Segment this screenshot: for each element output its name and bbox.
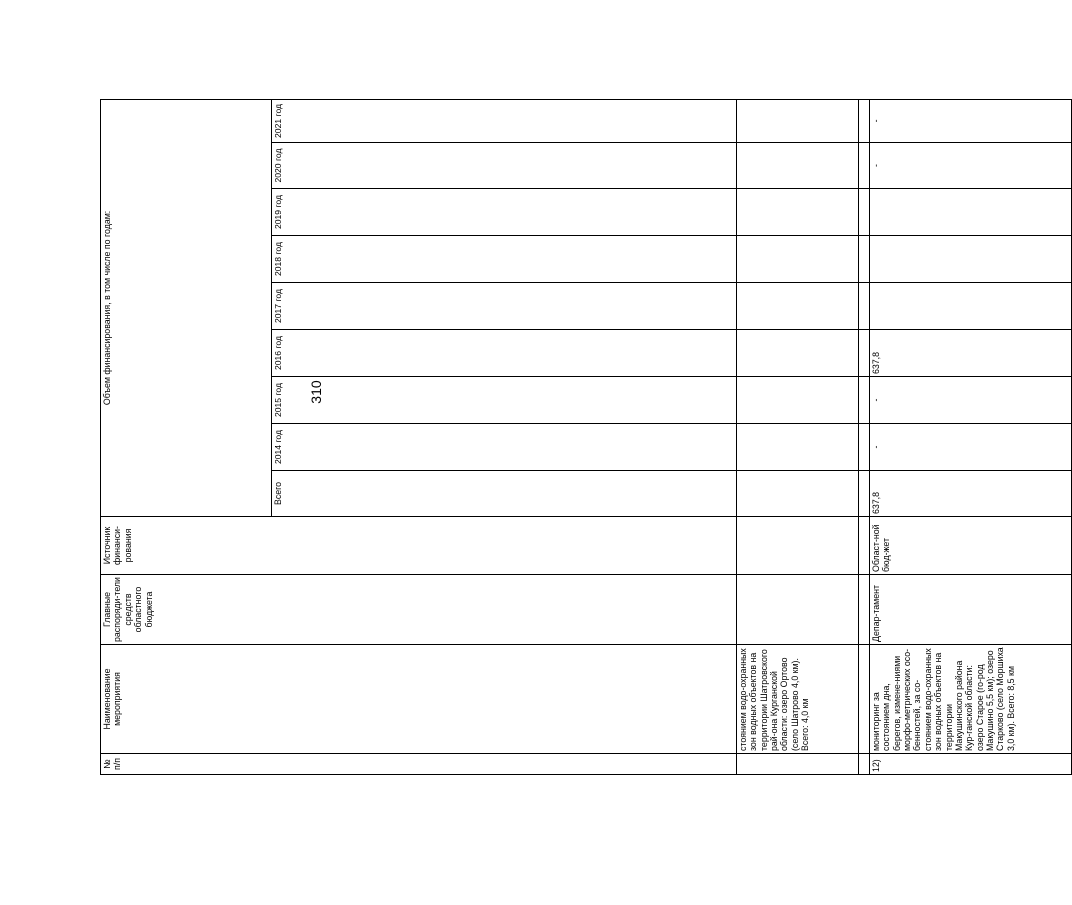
header-year-2020: 2020 год [272, 143, 737, 189]
table-row [869, 99, 1071, 774]
cell-total [736, 471, 858, 517]
cell-name: мониторинг за состоянием дна, берегов, измене-ниями морфо-метрических осо-бенностей, за со-стоянием водо-охранных зон водных объектов на территории Макушинского района Кур-ганской области: озеро Старое (го-род Макушино 5,5 км); озеро Старково (село Моршиха 3,0 км). Всего: 8,5 км [869, 645, 1071, 754]
cell-2015: - [869, 377, 1071, 424]
cell-source [736, 517, 858, 575]
cell-2016 [736, 330, 858, 377]
cell-2017 [736, 283, 858, 330]
header-managers: Главные распоряди-тели средств областного бюджета [101, 575, 737, 645]
header-year-2014: 2014 год [272, 424, 737, 471]
cell-2019 [869, 189, 1071, 236]
header-year-2021: 2021 год [272, 99, 737, 142]
header-num: № п/п [101, 754, 737, 775]
cell-2019 [736, 189, 858, 236]
cell-managers [736, 575, 858, 645]
cell-2020 [736, 143, 858, 189]
cell-2014 [736, 424, 858, 471]
cell-name: стоянием водо-охранных зон водных объектов на территории Шатровского рай-она Курганской области: озеро Ортово (село Шатрово 4,0 км). Всего: 4,0 км [736, 645, 858, 754]
header-name: Наименование мероприятия [101, 645, 737, 754]
table-row [736, 99, 858, 774]
cell-2015 [736, 377, 858, 424]
page-number: 310 [308, 380, 324, 404]
cell-num: 12) [869, 754, 1071, 775]
cell-managers: Депар-тамент [869, 575, 1071, 645]
header-year-2018: 2018 год [272, 236, 737, 283]
cell-2021: - [869, 99, 1071, 142]
header-year-2016: 2016 год [272, 330, 737, 377]
cell-source: Област-ной бюд-жет [869, 517, 1071, 575]
cell-num [736, 754, 858, 775]
header-funding-group: Объем финансирования, в том числе по годам: [101, 99, 272, 516]
header-source: Источник финанси-рования [101, 517, 737, 575]
cell-2020: - [869, 143, 1071, 189]
cell-2021 [736, 99, 858, 142]
cell-2014: - [869, 424, 1071, 471]
header-year-2019: 2019 год [272, 189, 737, 236]
header-year-2017: 2017 год [272, 283, 737, 330]
header-year-2015: 2015 год [272, 377, 737, 424]
rotated-table-wrapper [100, 100, 1016, 775]
cell-total: 637,8 [869, 471, 1071, 517]
cell-2017 [869, 283, 1071, 330]
cell-2018 [736, 236, 858, 283]
funding-table [100, 99, 1072, 775]
cell-2018 [869, 236, 1071, 283]
cell-2016: 637,8 [869, 330, 1071, 377]
header-total: Всего [272, 471, 737, 517]
table-row-gap [858, 99, 869, 774]
